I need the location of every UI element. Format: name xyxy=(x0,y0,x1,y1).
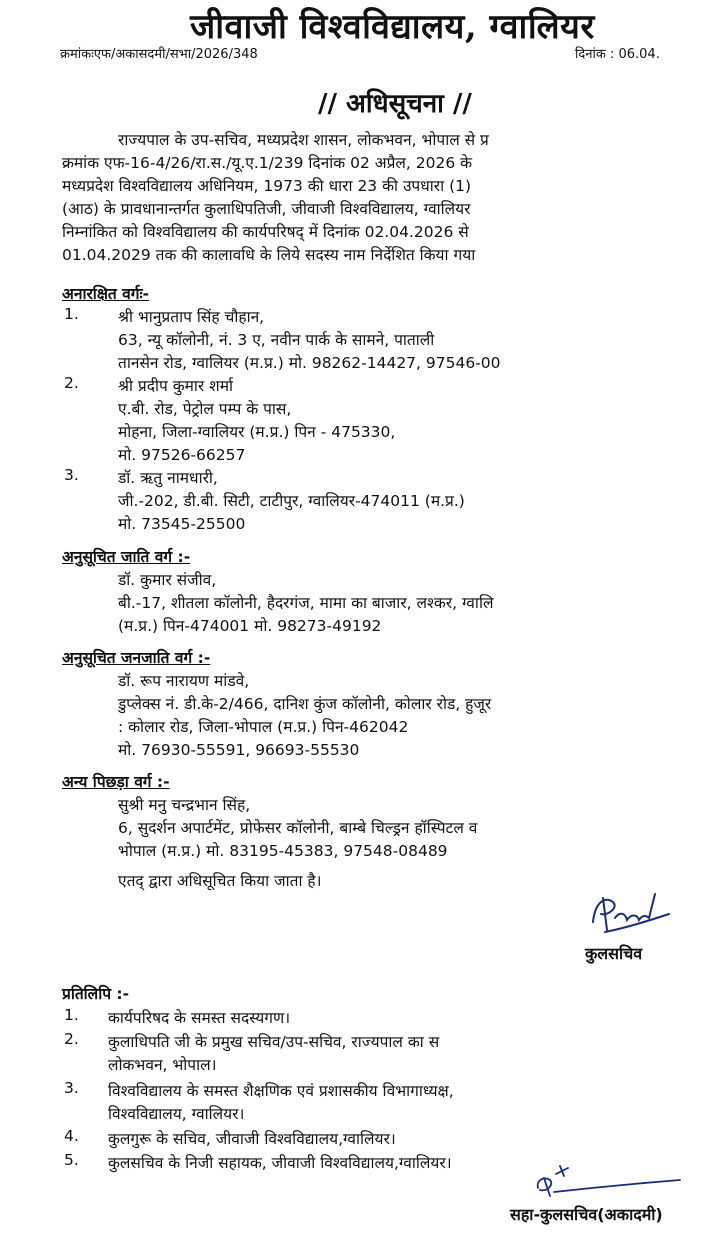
member-phone: मो. 73545-25500 xyxy=(118,515,246,533)
member-name: डॉ. रूप नारायण मांडवे, xyxy=(118,672,250,690)
member-name: श्री भानुप्रताप सिंह चौहान, xyxy=(118,308,265,326)
copy-item: विश्वविद्यालय के समस्त शैक्षणिक एवं प्रशासकीय विभागाध्यक्ष, xyxy=(108,1082,454,1100)
section-heading-sc: अनुसूचित जाति वर्ग :- xyxy=(62,548,191,566)
copy-item: विश्वविद्यालय, ग्वालियर। xyxy=(108,1105,245,1123)
member-name: श्री प्रदीप कुमार शर्मा xyxy=(118,377,233,395)
copy-heading: प्रतिलिपि :- xyxy=(62,985,130,1003)
intro-line: राज्यपाल के उप-सचिव, मध्यप्रदेश शासन, लोकभवन, भोपाल से प्र xyxy=(118,131,489,149)
member-address: मोहना, जिला-ग्वालियर (म.प्र.) पिन - 475330, xyxy=(118,423,396,441)
member-address: 6, सुदर्शन अपार्टमेंट, प्रोफेसर कॉलोनी, बाम्बे चिल्ड्रन हॉस्पिटल व xyxy=(118,819,478,837)
university-title: जीवाजी विश्वविद्यालय, ग्वालियर xyxy=(190,7,595,47)
member-address: बी.-17, शीतला कॉलोनी, हैदरगंज, मामा का बाजार, लश्कर, ग्वालि xyxy=(118,594,494,612)
member-phone: मो. 97526-66257 xyxy=(118,446,246,464)
copy-item-number: 1. xyxy=(64,1006,79,1024)
section-heading-st: अनुसूचित जनजाति वर्ग :- xyxy=(62,649,211,667)
copy-item-number: 4. xyxy=(64,1127,79,1145)
member-address: (म.प्र.) पिन-474001 मो. 98273-49192 xyxy=(118,617,382,635)
section-heading-obc: अन्य पिछड़ा वर्ग :- xyxy=(62,773,170,791)
member-address: डुप्लेक्स नं. डी.के-2/466, दानिश कुंज कॉलोनी, कोलार रोड, हुजूर xyxy=(118,695,492,713)
member-address: भोपाल (म.प्र.) मो. 83195-45383, 97548-08489 xyxy=(118,842,448,860)
notification-date: दिनांक : 06.04. xyxy=(575,47,660,62)
member-number: 1. xyxy=(64,305,79,323)
member-phone: मो. 76930-55591, 96693-55530 xyxy=(118,741,360,759)
copy-item: कुलसचिव के निजी सहायक, जीवाजी विश्वविद्यालय,ग्वालियर। xyxy=(108,1154,452,1172)
closing-statement: एतद् द्वारा अधिसूचित किया जाता है। xyxy=(118,872,322,890)
registrar-title: कुलसचिव xyxy=(585,944,643,963)
intro-line: (आठ) के प्रावधानान्तर्गत कुलाधिपतिजी, जीवाजी विश्वविद्यालय, ग्वालियर xyxy=(62,200,471,218)
intro-line: निम्नांकित को विश्वविद्यालय की कार्यपरिषद् में दिनांक 02.04.2026 से xyxy=(62,223,469,241)
member-name: सुश्री मनु चन्द्रभान सिंह, xyxy=(118,796,251,814)
member-address: जी.-202, डी.बी. सिटी, टाटीपुर, ग्वालियर-474011 (म.प्र.) xyxy=(118,492,465,510)
intro-line: क्रमांक एफ-16-4/26/रा.स./यू.ए.1/239 दिनांक 02 अप्रैल, 2026 के xyxy=(62,154,473,172)
member-address: तानसेन रोड, ग्वालियर (म.प्र.) मो. 98262-14427, 97546-00 xyxy=(118,354,501,372)
copy-item-number: 5. xyxy=(64,1151,79,1169)
section-heading-unreserved: अनारक्षित वर्गः- xyxy=(62,285,150,303)
reference-number: क्रमांकःएफ/अकासदमी/सभा/2026/348 xyxy=(60,47,258,62)
member-address: ए.बी. रोड, पेट्रोल पम्प के पास, xyxy=(118,400,292,418)
member-name: डॉ. कुमार संजीव, xyxy=(118,571,217,589)
member-address: : कोलार रोड, जिला-भोपाल (म.प्र.) पिन-462042 xyxy=(118,718,409,736)
copy-item: कुलगुरू के सचिव, जीवाजी विश्वविद्यालय,ग्वालियर। xyxy=(108,1130,396,1148)
copy-item: लोकभवन, भोपाल। xyxy=(108,1056,217,1074)
intro-line: 01.04.2029 तक की कालावधि के लिये सदस्य नाम निर्देशित किया गया xyxy=(62,246,476,264)
member-number: 3. xyxy=(64,466,79,484)
member-address: 63, न्यू कॉलोनी, नं. 3 ए, नवीन पार्क के सामने, पाताली xyxy=(118,331,435,349)
copy-item: कार्यपरिषद के समस्त सदस्यगण। xyxy=(108,1009,291,1027)
copy-item-number: 2. xyxy=(64,1030,79,1048)
member-name: डॉ. ऋतु नामधारी, xyxy=(118,469,218,487)
assistant-registrar-title: सहा-कुलसचिव(अकादमी) xyxy=(510,1205,663,1224)
assistant-registrar-signature-icon xyxy=(530,1162,690,1206)
intro-line: मध्यप्रदेश विश्वविद्यालय अधिनियम, 1973 की धारा 23 की उपधारा (1) xyxy=(62,177,472,195)
copy-item-number: 3. xyxy=(64,1079,79,1097)
notification-title: // अधिसूचना // xyxy=(318,89,472,119)
registrar-signature-icon xyxy=(585,888,675,944)
copy-item: कुलाधिपति जी के प्रमुख सचिव/उप-सचिव, राज्यपाल का स xyxy=(108,1033,440,1051)
member-number: 2. xyxy=(64,374,79,392)
